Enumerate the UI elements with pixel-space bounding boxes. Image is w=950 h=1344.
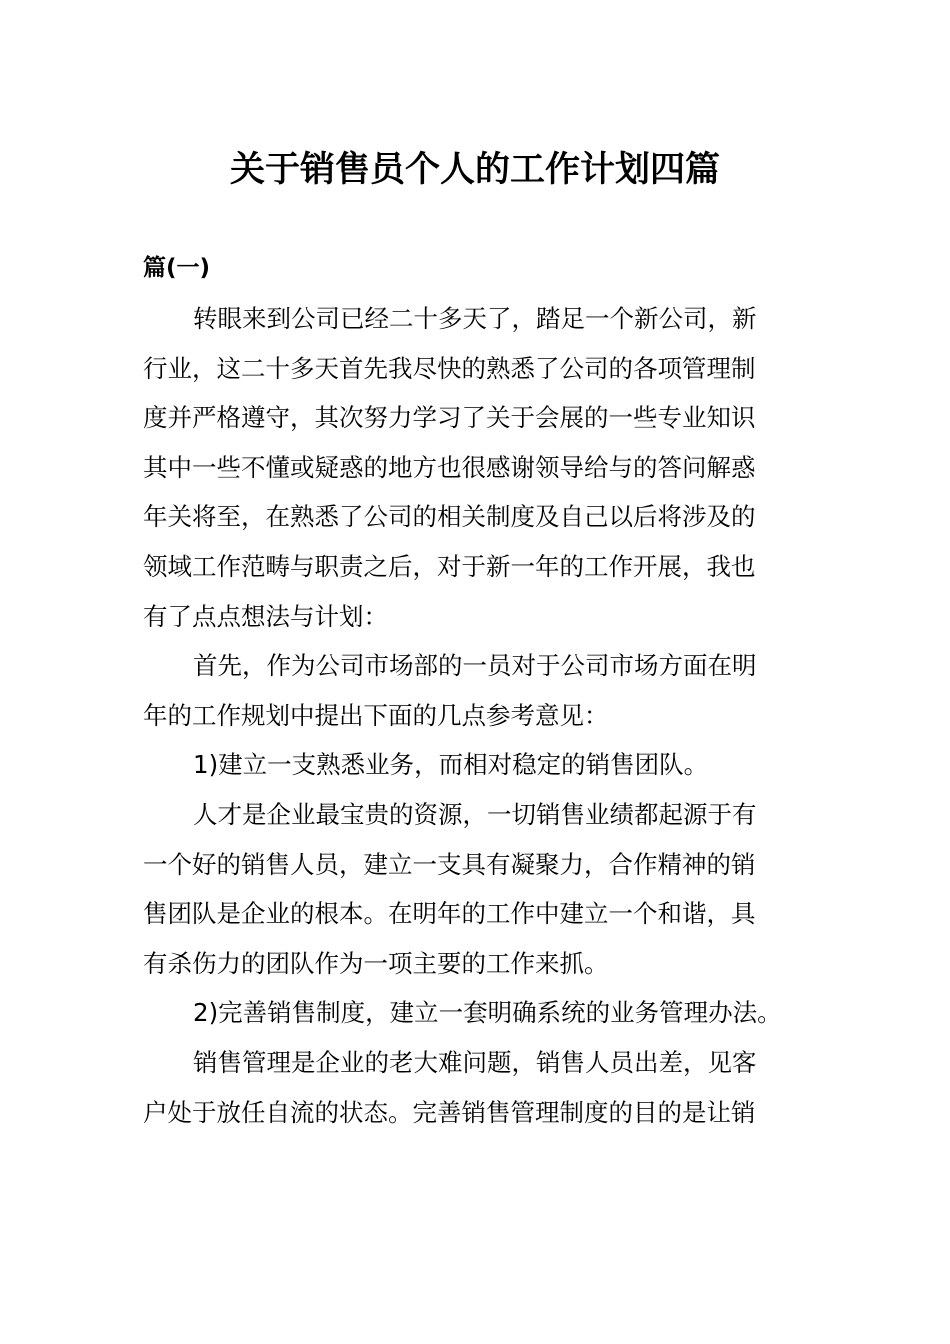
text-line: 销售管理是企业的老大难问题，销售人员出差，见客: [193, 1047, 757, 1077]
text-line: 有了点点想法与计划：: [143, 601, 388, 631]
text-line: 有杀伤力的团队作为一项主要的工作来抓。: [143, 948, 609, 978]
text-line: 1)建立一支熟悉业务，而相对稳定的销售团队。: [193, 750, 709, 780]
text-line: 度并严格遵守，其次努力学习了关于会展的一些专业知识: [143, 403, 756, 433]
text-line: 其中一些不懂或疑惑的地方也很感谢领导给与的答问解惑: [143, 452, 756, 482]
text-line: 户处于放任自流的状态。完善销售管理制度的目的是让销: [143, 1097, 756, 1127]
text-line: 转眼来到公司已经二十多天了，踏足一个新公司，新: [193, 304, 757, 333]
body-text: [143, 299, 803, 1142]
text-line: 行业，这二十多天首先我尽快的熟悉了公司的各项管理制: [143, 353, 756, 383]
text-line: 年关将至，在熟悉了公司的相关制度及自己以后将涉及的: [143, 502, 756, 532]
text-line: 2)完善销售制度，建立一套明确系统的业务管理办法。: [193, 998, 782, 1028]
text-line: 人才是企业最宝贵的资源，一切销售业绩都起源于有: [193, 799, 757, 829]
text-line: 一个好的销售人员，建立一支具有凝聚力，合作精神的销: [143, 849, 756, 879]
text-line: 售团队是企业的根本。在明年的工作中建立一个和谐，具: [143, 899, 756, 929]
text-line: 年的工作规划中提出下面的几点参考意见：: [143, 700, 609, 730]
section-heading: 篇(一): [143, 255, 211, 281]
text-line: 首先，作为公司市场部的一员对于公司市场方面在明: [193, 651, 757, 681]
text-line: 领域工作范畴与职责之后，对于新一年的工作开展，我也: [143, 551, 756, 581]
document-title: 关于销售员个人的工作计划四篇: [229, 149, 720, 190]
